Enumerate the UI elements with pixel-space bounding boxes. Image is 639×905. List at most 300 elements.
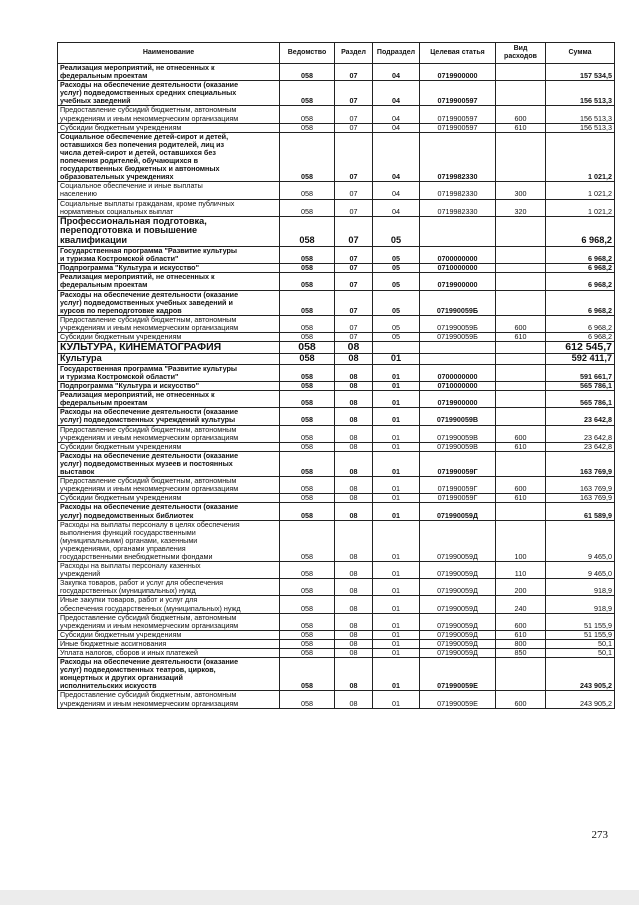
row-section: 08 <box>335 477 373 494</box>
row-name <box>58 290 280 315</box>
row-dept: 058 <box>280 520 335 561</box>
row-expense-type <box>496 273 546 290</box>
row-amount: 565 786,1 <box>546 382 615 391</box>
table-row <box>58 273 615 290</box>
row-amount: 156 513,3 <box>546 106 615 123</box>
row-target: 071990059В <box>420 442 496 451</box>
row-dept: 058 <box>280 442 335 451</box>
row-subsection <box>373 342 420 354</box>
row-name <box>58 442 280 451</box>
row-name-line: Уплата налогов, сборов и иных платежей <box>60 648 199 657</box>
row-subsection: 01 <box>373 691 420 708</box>
table-row <box>58 503 615 520</box>
row-name-line: Расходы на обеспечение деятельности (оказание <box>60 407 239 417</box>
row-name <box>58 123 280 132</box>
row-amount: 612 545,7 <box>546 342 615 354</box>
row-name-line: федеральным проектам <box>60 398 148 408</box>
table-row <box>58 342 615 354</box>
row-section: 07 <box>335 182 373 199</box>
row-target: 0719900000 <box>420 64 496 81</box>
row-name-line: услуг) подведомственных средних специальных <box>60 88 237 98</box>
row-name-line: Реализация мероприятий, не отнесенных к <box>60 390 215 400</box>
table-header <box>58 43 615 64</box>
row-name <box>58 391 280 408</box>
row-name-line: Реализация мероприятий, не отнесенных к <box>60 272 215 282</box>
row-target: 071990059В <box>420 408 496 425</box>
row-name-line: государственных (муниципальных) нужд <box>60 586 196 596</box>
row-target: 0700000000 <box>420 247 496 264</box>
row-name-line: Иные бюджетные ассигнования <box>60 639 167 648</box>
row-expense-type: 600 <box>496 425 546 442</box>
row-amount: 6 968,2 <box>546 273 615 290</box>
row-expense-type <box>496 247 546 264</box>
row-dept: 058 <box>280 364 335 381</box>
row-section: 08 <box>335 408 373 425</box>
row-expense-type <box>496 64 546 81</box>
row-name <box>58 315 280 332</box>
row-section: 07 <box>335 81 373 106</box>
row-name-line: выполнения функций государственными <box>60 527 196 537</box>
row-name <box>58 199 280 216</box>
row-subsection: 04 <box>373 123 420 132</box>
row-section: 07 <box>335 315 373 332</box>
row-name-line: Предоставление субсидий бюджетным, автономным <box>60 613 237 622</box>
row-dept: 058 <box>280 354 335 365</box>
row-subsection: 01 <box>373 649 420 658</box>
row-subsection: 01 <box>373 562 420 579</box>
row-name-line: исполнительских искусств <box>60 681 157 691</box>
row-name-line: и туризма Костромской области" <box>60 254 179 264</box>
row-subsection: 01 <box>373 425 420 442</box>
row-section: 07 <box>335 247 373 264</box>
row-expense-type: 610 <box>496 333 546 342</box>
row-amount: 23 642,8 <box>546 442 615 451</box>
row-name-line: Расходы на обеспечение деятельности (оказание <box>60 657 239 667</box>
table-row <box>58 613 615 630</box>
row-dept: 058 <box>280 691 335 708</box>
row-subsection: 01 <box>373 520 420 561</box>
row-name-line: нормативных социальных выплат <box>60 206 174 216</box>
row-name-line: учреждениями, органами управления <box>60 543 186 553</box>
row-name-line: Субсидии бюджетным учреждениям <box>60 630 182 639</box>
row-subsection: 01 <box>373 364 420 381</box>
row-amount: 61 589,9 <box>546 503 615 520</box>
row-amount: 157 534,5 <box>546 64 615 81</box>
row-section: 08 <box>335 649 373 658</box>
row-target: 0719900597 <box>420 106 496 123</box>
row-expense-type <box>496 451 546 476</box>
row-subsection: 04 <box>373 106 420 123</box>
row-target: 071990059Г <box>420 477 496 494</box>
row-section: 07 <box>335 64 373 81</box>
header-dept: Ведомство <box>280 43 335 64</box>
row-target: 071990059Г <box>420 451 496 476</box>
row-name <box>58 364 280 381</box>
budget-table <box>57 42 615 709</box>
row-target: 0719982330 <box>420 199 496 216</box>
table-row <box>58 354 615 365</box>
row-amount: 592 411,7 <box>546 354 615 365</box>
row-name-line: Расходы на обеспечение деятельности (оказание <box>60 80 239 90</box>
row-name-line: образовательных учреждениях <box>60 172 174 182</box>
row-amount: 51 155,9 <box>546 613 615 630</box>
row-amount: 163 769,9 <box>546 494 615 503</box>
row-name-line: Социальное обеспечение детей-сирот и детей, <box>60 132 229 141</box>
row-name-line: курсов по переподготовке кадров <box>60 305 182 315</box>
row-section: 07 <box>335 199 373 216</box>
row-name-line: Социальные выплаты гражданам, кроме публичных <box>60 199 235 208</box>
table-row <box>58 630 615 639</box>
table-row <box>58 106 615 123</box>
row-target: 0719900000 <box>420 273 496 290</box>
row-name-line: учреждениям и иным некоммерческим организациям <box>60 432 239 442</box>
row-name-line: федеральным проектам <box>60 71 148 81</box>
row-target: 071990059Г <box>420 494 496 503</box>
row-name-line: государственных бюджетных и автономных <box>60 164 220 174</box>
row-name-line: населению <box>60 189 97 199</box>
row-amount: 23 642,8 <box>546 425 615 442</box>
row-target: 071990059В <box>420 425 496 442</box>
row-dept: 058 <box>280 81 335 106</box>
row-name <box>58 596 280 613</box>
row-dept: 058 <box>280 477 335 494</box>
row-dept: 058 <box>280 658 335 691</box>
row-amount: 1 021,2 <box>546 132 615 182</box>
row-dept: 058 <box>280 264 335 273</box>
row-name-line: учреждениям и иным некоммерческим организациям <box>60 698 239 708</box>
row-subsection: 01 <box>373 391 420 408</box>
scan-bottom-strip <box>0 890 639 905</box>
row-name-line: (муниципальными) органами, казенными <box>60 535 198 545</box>
row-dept: 058 <box>280 649 335 658</box>
row-section: 08 <box>335 691 373 708</box>
row-name-line: обеспечения государственных (муниципальных) нужд <box>60 603 241 613</box>
row-name <box>58 494 280 503</box>
row-name <box>58 477 280 494</box>
row-name-line: Подпрограмма "Культура и искусство" <box>60 263 199 273</box>
row-expense-type: 800 <box>496 639 546 648</box>
row-name <box>58 451 280 476</box>
row-target: 071990059Д <box>420 639 496 648</box>
table-row <box>58 247 615 264</box>
row-section: 07 <box>335 290 373 315</box>
row-expense-type <box>496 503 546 520</box>
row-target: 0719900000 <box>420 391 496 408</box>
row-expense-type <box>496 342 546 354</box>
row-expense-type: 200 <box>496 579 546 596</box>
row-name-line: услуг) подведомственных учреждений культуры <box>60 415 236 425</box>
row-expense-type <box>496 132 546 182</box>
row-name <box>58 639 280 648</box>
row-expense-type: 610 <box>496 630 546 639</box>
row-expense-type <box>496 81 546 106</box>
row-target: 0719982330 <box>420 182 496 199</box>
table-row <box>58 562 615 579</box>
row-dept: 058 <box>280 199 335 216</box>
row-dept: 058 <box>280 342 335 354</box>
row-section: 08 <box>335 442 373 451</box>
table-row <box>58 425 615 442</box>
row-name <box>58 579 280 596</box>
row-subsection: 04 <box>373 199 420 216</box>
row-section: 07 <box>335 106 373 123</box>
row-dept: 058 <box>280 123 335 132</box>
table-row <box>58 333 615 342</box>
row-name <box>58 691 280 708</box>
table-row <box>58 264 615 273</box>
table-row <box>58 477 615 494</box>
row-amount: 156 513,3 <box>546 81 615 106</box>
row-name-line: попечения родителей, обучающихся в <box>60 156 199 166</box>
table-row <box>58 364 615 381</box>
row-expense-type: 600 <box>496 106 546 123</box>
table-row <box>58 81 615 106</box>
row-expense-type: 600 <box>496 315 546 332</box>
row-subsection: 01 <box>373 503 420 520</box>
row-name-line: Социальное обеспечение и иные выплаты <box>60 181 203 191</box>
row-expense-type <box>496 216 546 246</box>
row-name-line: Предоставление субсидий бюджетным, автономным <box>60 315 237 324</box>
row-name-line: услуг) подведомственных музеев и постоянных <box>60 458 233 468</box>
row-section: 08 <box>335 579 373 596</box>
row-name-line: Предоставление субсидий бюджетным, автономным <box>60 105 237 115</box>
row-section: 08 <box>335 425 373 442</box>
row-name-line: выставок <box>60 467 95 477</box>
row-dept: 058 <box>280 290 335 315</box>
row-section: 08 <box>335 382 373 391</box>
row-amount: 6 968,2 <box>546 290 615 315</box>
row-expense-type: 320 <box>496 199 546 216</box>
row-section: 08 <box>335 630 373 639</box>
row-subsection: 01 <box>373 382 420 391</box>
header-name: Наименование <box>58 43 280 64</box>
row-amount: 50,1 <box>546 649 615 658</box>
row-subsection: 05 <box>373 247 420 264</box>
row-name-line: Расходы на выплаты персоналу в целях обеспечения <box>60 520 240 529</box>
header-amount: Сумма <box>546 43 615 64</box>
row-target <box>420 342 496 354</box>
row-name <box>58 106 280 123</box>
row-amount: 565 786,1 <box>546 391 615 408</box>
row-expense-type <box>496 290 546 315</box>
row-subsection: 04 <box>373 182 420 199</box>
row-amount: 1 021,2 <box>546 182 615 199</box>
row-section: 08 <box>335 391 373 408</box>
row-section: 08 <box>335 596 373 613</box>
table-body <box>58 64 615 709</box>
row-name <box>58 408 280 425</box>
row-name-line: учреждениям и иным некоммерческим организациям <box>60 484 239 494</box>
row-section: 08 <box>335 613 373 630</box>
row-amount: 6 968,2 <box>546 315 615 332</box>
row-expense-type <box>496 408 546 425</box>
table-row <box>58 579 615 596</box>
row-subsection: 05 <box>373 333 420 342</box>
row-expense-type <box>496 364 546 381</box>
row-section: 08 <box>335 451 373 476</box>
row-expense-type: 600 <box>496 691 546 708</box>
table-row <box>58 494 615 503</box>
row-section: 07 <box>335 216 373 246</box>
row-name-line: Иные закупки товаров, работ и услуг для <box>60 595 198 605</box>
row-subsection: 05 <box>373 290 420 315</box>
row-target: 071990059Е <box>420 658 496 691</box>
row-expense-type: 610 <box>496 123 546 132</box>
row-name-line: Расходы на обеспечение деятельности (оказание <box>60 502 239 512</box>
row-target: 0710000000 <box>420 264 496 273</box>
row-name-line: учреждениям и иным некоммерческим организациям <box>60 113 239 123</box>
row-name-line: Государственная программа "Развитие культуры <box>60 246 238 256</box>
row-dept: 058 <box>280 503 335 520</box>
row-amount: 9 465,0 <box>546 562 615 579</box>
row-name-line: Государственная программа "Развитие культуры <box>60 364 238 373</box>
table-row <box>58 290 615 315</box>
row-target <box>420 216 496 246</box>
row-dept: 058 <box>280 579 335 596</box>
row-subsection: 05 <box>373 315 420 332</box>
header-subsection: Подраздел <box>373 43 420 64</box>
row-expense-type <box>496 391 546 408</box>
table-row <box>58 199 615 216</box>
table-row <box>58 408 615 425</box>
row-expense-type: 600 <box>496 613 546 630</box>
row-amount: 1 021,2 <box>546 199 615 216</box>
row-name <box>58 658 280 691</box>
row-target: 071990059Е <box>420 691 496 708</box>
row-name-line: Закупка товаров, работ и услуг для обеспечения <box>60 578 224 588</box>
row-subsection: 01 <box>373 658 420 691</box>
row-target: 0719900597 <box>420 81 496 106</box>
row-amount: 6 968,2 <box>546 264 615 273</box>
row-section: 07 <box>335 123 373 132</box>
row-name <box>58 503 280 520</box>
row-name-line: учреждений <box>60 569 101 579</box>
row-subsection: 04 <box>373 64 420 81</box>
row-amount: 918,9 <box>546 579 615 596</box>
row-name-line: услуг) подведомственных театров, цирков, <box>60 665 216 675</box>
row-dept: 058 <box>280 64 335 81</box>
row-section: 08 <box>335 364 373 381</box>
page-number: 273 <box>591 829 608 841</box>
row-target: 071990059Д <box>420 520 496 561</box>
table-row <box>58 391 615 408</box>
row-expense-type: 850 <box>496 649 546 658</box>
row-section: 07 <box>335 132 373 182</box>
row-target: 071990059Д <box>420 649 496 658</box>
row-name <box>58 425 280 442</box>
row-dept: 058 <box>280 630 335 639</box>
row-dept: 058 <box>280 596 335 613</box>
row-expense-type: 240 <box>496 596 546 613</box>
table-row <box>58 649 615 658</box>
row-name-line: оставшихся без попечения родителей, лиц из <box>60 139 225 149</box>
row-name-line: концертных и других организаций <box>60 673 183 683</box>
table-row <box>58 442 615 451</box>
row-expense-type: 610 <box>496 442 546 451</box>
row-dept: 058 <box>280 216 335 246</box>
row-section: 08 <box>335 639 373 648</box>
row-subsection: 01 <box>373 596 420 613</box>
table-row <box>58 315 615 332</box>
row-target <box>420 354 496 365</box>
row-dept: 058 <box>280 391 335 408</box>
row-dept: 058 <box>280 451 335 476</box>
row-expense-type: 600 <box>496 477 546 494</box>
table-row <box>58 520 615 561</box>
row-target: 071990059Д <box>420 579 496 596</box>
row-name-line: Культура <box>60 353 102 364</box>
row-name-line: переподготовка и повышение <box>60 225 198 236</box>
row-name-line: КУЛЬТУРА, КИНЕМАТОГРАФИЯ <box>60 341 222 354</box>
table-row <box>58 64 615 81</box>
row-target: 071990059Д <box>420 613 496 630</box>
row-subsection: 01 <box>373 477 420 494</box>
row-name-line: Расходы на выплаты персоналу казенных <box>60 561 201 571</box>
row-target: 071990059Д <box>420 562 496 579</box>
row-target: 071990059Д <box>420 503 496 520</box>
table-row <box>58 132 615 182</box>
row-name-line: Субсидии бюджетным учреждениям <box>60 493 182 503</box>
row-name <box>58 342 280 354</box>
row-amount: 9 465,0 <box>546 520 615 561</box>
row-amount: 156 513,3 <box>546 123 615 132</box>
row-name <box>58 649 280 658</box>
row-subsection: 05 <box>373 273 420 290</box>
row-name-line: Предоставление субсидий бюджетным, автономным <box>60 425 237 434</box>
row-name <box>58 382 280 391</box>
row-expense-type: 100 <box>496 520 546 561</box>
row-name-line: учреждениям и иным некоммерческим организациям <box>60 322 239 332</box>
row-subsection: 01 <box>373 354 420 365</box>
row-name <box>58 64 280 81</box>
row-target: 0710000000 <box>420 382 496 391</box>
row-dept: 058 <box>280 273 335 290</box>
row-name-line: учреждениям и иным некоммерческим организациям <box>60 620 239 630</box>
row-name-line: Предоставление субсидий бюджетным, автономным <box>60 476 237 486</box>
row-name <box>58 630 280 639</box>
row-section: 08 <box>335 354 373 365</box>
row-section: 08 <box>335 562 373 579</box>
row-expense-type: 110 <box>496 562 546 579</box>
row-dept: 058 <box>280 247 335 264</box>
row-expense-type <box>496 264 546 273</box>
row-amount: 163 769,9 <box>546 477 615 494</box>
row-name-line: учебных заведений <box>60 96 131 106</box>
row-name <box>58 264 280 273</box>
row-dept: 058 <box>280 639 335 648</box>
row-amount: 918,9 <box>546 596 615 613</box>
row-name <box>58 562 280 579</box>
table-row <box>58 182 615 199</box>
row-name-line: Субсидии бюджетным учреждениям <box>60 123 182 132</box>
row-dept: 058 <box>280 613 335 630</box>
row-name-line: Подпрограмма "Культура и искусство" <box>60 381 199 391</box>
row-name <box>58 132 280 182</box>
row-subsection: 01 <box>373 613 420 630</box>
table-row <box>58 216 615 246</box>
table-row <box>58 658 615 691</box>
row-dept: 058 <box>280 132 335 182</box>
row-amount: 243 905,2 <box>546 658 615 691</box>
table-row <box>58 451 615 476</box>
row-name-line: Профессиональная подготовка, <box>60 216 207 226</box>
row-dept: 058 <box>280 494 335 503</box>
row-section: 07 <box>335 264 373 273</box>
row-name <box>58 354 280 365</box>
row-amount: 243 905,2 <box>546 691 615 708</box>
row-name-line: числа детей-сирот и детей, оставшихся без <box>60 147 216 157</box>
table-row <box>58 691 615 708</box>
